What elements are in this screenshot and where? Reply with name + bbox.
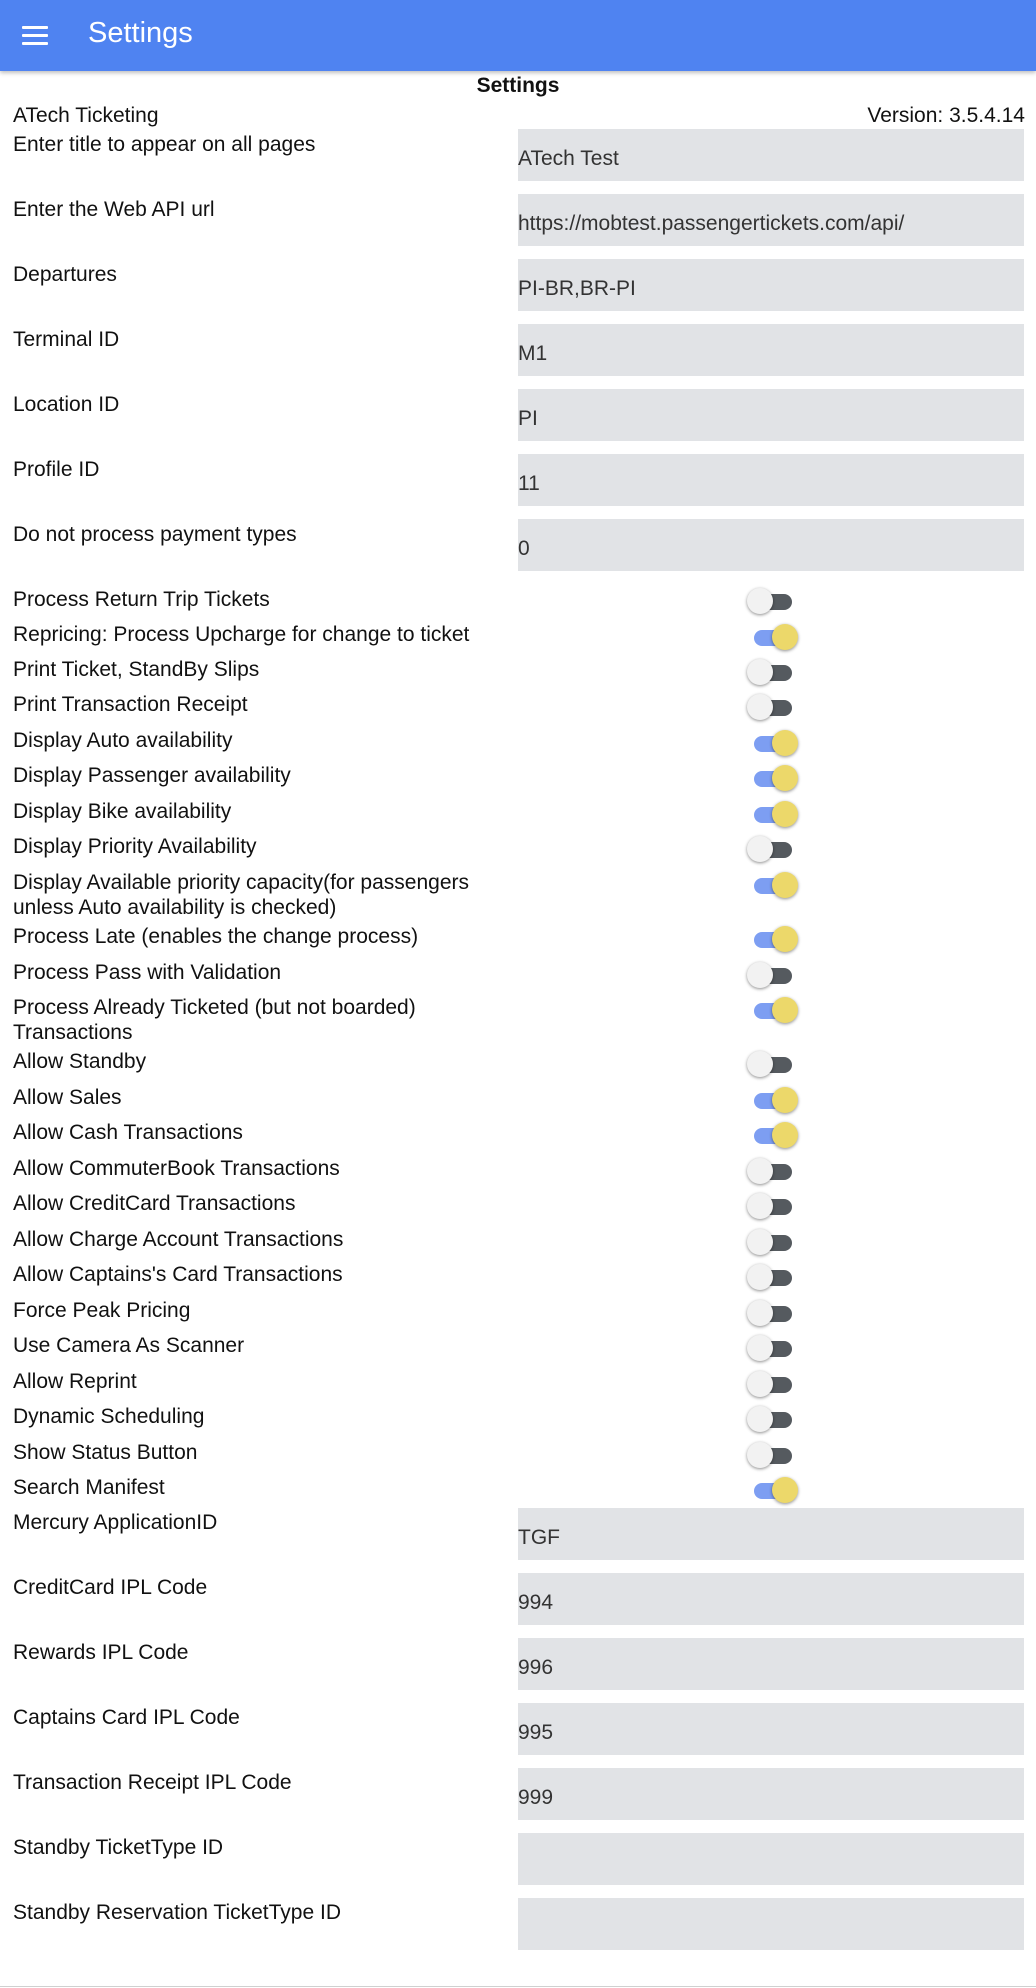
standby-tickettype-id-input[interactable] [518,1833,1024,1885]
toggle-switch[interactable] [747,1191,799,1221]
toggle-switch[interactable] [747,763,799,793]
toggle-label: Allow Cash Transactions [13,1121,243,1144]
profile-id-input[interactable] [518,454,1024,506]
app-bar-title: Settings [88,17,193,49]
toggle-label: Search Manifest [13,1476,165,1499]
toggle-switch[interactable] [747,1440,799,1470]
toggle-label: Display Priority Availability [13,835,257,858]
captains-card-ipl-code-input[interactable] [518,1703,1024,1755]
toggle-switch[interactable] [747,1298,799,1328]
toggle-switch[interactable] [747,657,799,687]
toggle-label: Dynamic Scheduling [13,1405,205,1428]
field-label: Enter the Web API url [13,198,215,221]
toggle-label: Process Already Ticketed (but not boarded) Transactions [13,996,416,1044]
toggle-switch[interactable] [747,622,799,652]
field-label: Location ID [13,393,120,416]
rewards-ipl-code-input[interactable] [518,1638,1024,1690]
bottom-divider [0,1986,1036,1987]
toggle-label: Print Transaction Receipt [13,693,248,716]
toggle-switch[interactable] [747,692,799,722]
field-label: Rewards IPL Code [13,1641,189,1664]
toggle-label: Allow CommuterBook Transactions [13,1157,340,1180]
toggle-switch[interactable] [747,1475,799,1505]
toggle-label: Print Ticket, StandBy Slips [13,658,260,681]
terminal-id-input[interactable] [518,324,1024,376]
standby-reservation-tickettype-id-input[interactable] [518,1898,1024,1950]
transaction-receipt-ipl-code-input[interactable] [518,1768,1024,1820]
toggle-switch[interactable] [747,1369,799,1399]
field-label: Standby Reservation TicketType ID [13,1901,341,1924]
location-id-input[interactable] [518,389,1024,441]
toggle-label: Allow Captains's Card Transactions [13,1263,343,1286]
toggle-switch[interactable] [747,924,799,954]
toggle-switch[interactable] [747,834,799,864]
toggle-label: Allow Standby [13,1050,147,1073]
toggle-label: Process Pass with Validation [13,961,282,984]
toggle-switch[interactable] [747,799,799,829]
field-label: Standby TicketType ID [13,1836,224,1859]
version-label: Version: 3.5.4.14 [867,104,1025,127]
field-label: Profile ID [13,458,100,481]
toggle-label: Display Available priority capacity(for passengers unless Auto availability is checked) [13,871,469,919]
toggle-switch[interactable] [747,1227,799,1257]
field-label: Terminal ID [13,328,120,351]
toggle-label: Display Passenger availability [13,764,291,787]
toggle-switch[interactable] [747,1262,799,1292]
toggle-switch[interactable] [747,995,799,1025]
toggle-switch[interactable] [747,728,799,758]
toggle-label: Allow Reprint [13,1370,137,1393]
toggle-switch[interactable] [747,1404,799,1434]
toggle-label: Use Camera As Scanner [13,1334,245,1357]
app-name: ATech Ticketing [13,104,159,127]
toggle-label: Allow Charge Account Transactions [13,1228,344,1251]
web-api-url-input[interactable] [518,194,1024,246]
toggle-label: Show Status Button [13,1441,198,1464]
toggle-label: Allow Sales [13,1086,122,1109]
field-label: Do not process payment types [13,523,297,546]
toggle-switch[interactable] [747,586,799,616]
toggle-label: Force Peak Pricing [13,1299,191,1322]
toggle-switch[interactable] [747,1156,799,1186]
toggle-label: Display Auto availability [13,729,233,752]
departures-input[interactable] [518,259,1024,311]
mercury-application-id-input[interactable] [518,1508,1024,1560]
toggle-switch[interactable] [747,960,799,990]
toggle-switch[interactable] [747,1049,799,1079]
app-bar [0,0,1036,71]
toggle-label: Allow CreditCard Transactions [13,1192,296,1215]
toggle-switch[interactable] [747,1120,799,1150]
page-title: Settings [476,74,560,97]
field-label: Captains Card IPL Code [13,1706,240,1729]
menu-icon[interactable] [22,26,48,46]
title-input[interactable] [518,129,1024,181]
field-label: Departures [13,263,117,286]
toggle-label: Display Bike availability [13,800,232,823]
toggle-label: Repricing: Process Upcharge for change to ticket [13,623,470,646]
payment-types-input[interactable] [518,519,1024,571]
field-label: Enter title to appear on all pages [13,133,316,156]
toggle-label: Process Return Trip Tickets [13,588,270,611]
field-label: Mercury ApplicationID [13,1511,218,1534]
field-label: CreditCard IPL Code [13,1576,208,1599]
field-label: Transaction Receipt IPL Code [13,1771,292,1794]
toggle-switch[interactable] [747,1085,799,1115]
toggle-switch[interactable] [747,1333,799,1363]
toggle-label: Process Late (enables the change process) [13,925,419,948]
creditcard-ipl-code-input[interactable] [518,1573,1024,1625]
toggle-switch[interactable] [747,870,799,900]
